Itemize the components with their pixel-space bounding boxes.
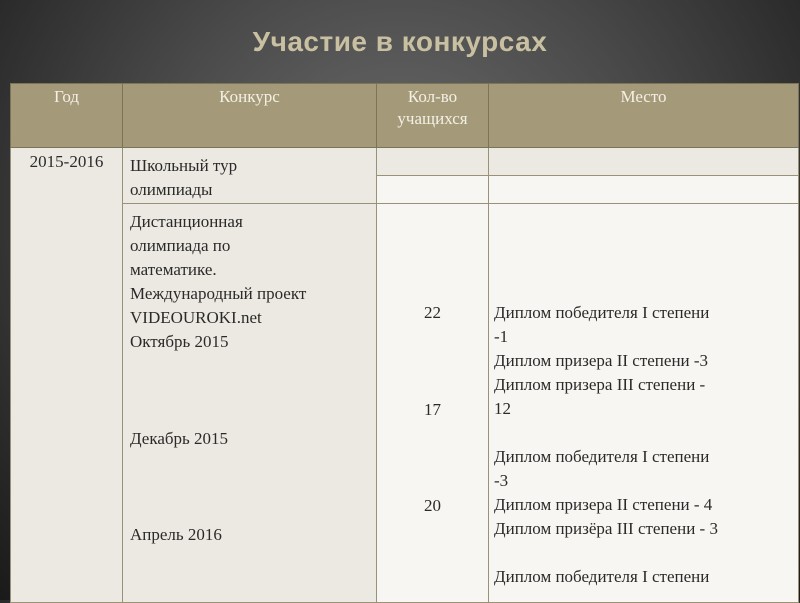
contest-cell-school-olympiad bbox=[123, 148, 377, 204]
slide-title: Участие в конкурсах bbox=[252, 26, 548, 57]
count-cell-empty bbox=[377, 176, 489, 204]
place-text: 12 bbox=[494, 399, 511, 418]
contest-date: Декабрь 2015 bbox=[130, 429, 229, 448]
place-text: Диплом победителя I степени bbox=[494, 303, 710, 322]
place-cell-empty bbox=[489, 148, 799, 176]
table-row bbox=[11, 204, 799, 603]
contests-table bbox=[10, 83, 799, 603]
place-text: -3 bbox=[494, 471, 509, 490]
contest-text: олимпиады bbox=[130, 180, 213, 199]
contest-text: олимпиада по bbox=[130, 236, 231, 255]
contest-date: Октябрь 2015 bbox=[130, 332, 229, 351]
contest-text: Международный проект bbox=[130, 284, 307, 303]
contest-date: Апрель 2016 bbox=[130, 525, 222, 544]
table-row bbox=[11, 148, 799, 176]
place-text: Диплом призера III степени - bbox=[494, 375, 706, 394]
contest-text: Школьный тур bbox=[130, 156, 238, 175]
header-place: Место bbox=[489, 84, 799, 148]
count-value: 17 bbox=[424, 400, 441, 419]
count-value: 20 bbox=[424, 496, 441, 515]
count-cell-empty bbox=[377, 148, 489, 176]
place-text: Диплом победителя I степени bbox=[494, 567, 710, 586]
place-text: Диплом победителя I степени bbox=[494, 447, 710, 466]
header-count-line2: учащихся bbox=[397, 109, 468, 128]
contest-text: математике. bbox=[130, 260, 217, 279]
table-header-row bbox=[11, 84, 799, 148]
place-cell-empty bbox=[489, 176, 799, 204]
place-cell bbox=[489, 204, 799, 603]
header-contest: Конкурс bbox=[123, 84, 377, 148]
place-text: Диплом призера II степени -3 bbox=[494, 351, 709, 370]
count-cell bbox=[377, 204, 489, 603]
header-count bbox=[377, 84, 489, 148]
header-year: Год bbox=[11, 84, 123, 148]
contest-text: Дистанционная bbox=[130, 212, 243, 231]
header-count-line1: Кол-во bbox=[407, 87, 458, 106]
contest-text: VIDEOUROKI.net bbox=[130, 308, 262, 327]
contest-cell-distance-olympiad bbox=[123, 204, 377, 603]
year-cell: 2015-2016 bbox=[11, 148, 123, 603]
place-text: -1 bbox=[494, 327, 509, 346]
place-text: Диплом призёра III степени - 3 bbox=[494, 519, 718, 538]
count-value: 22 bbox=[424, 303, 441, 322]
place-text: Диплом призера II степени - 4 bbox=[494, 495, 713, 514]
